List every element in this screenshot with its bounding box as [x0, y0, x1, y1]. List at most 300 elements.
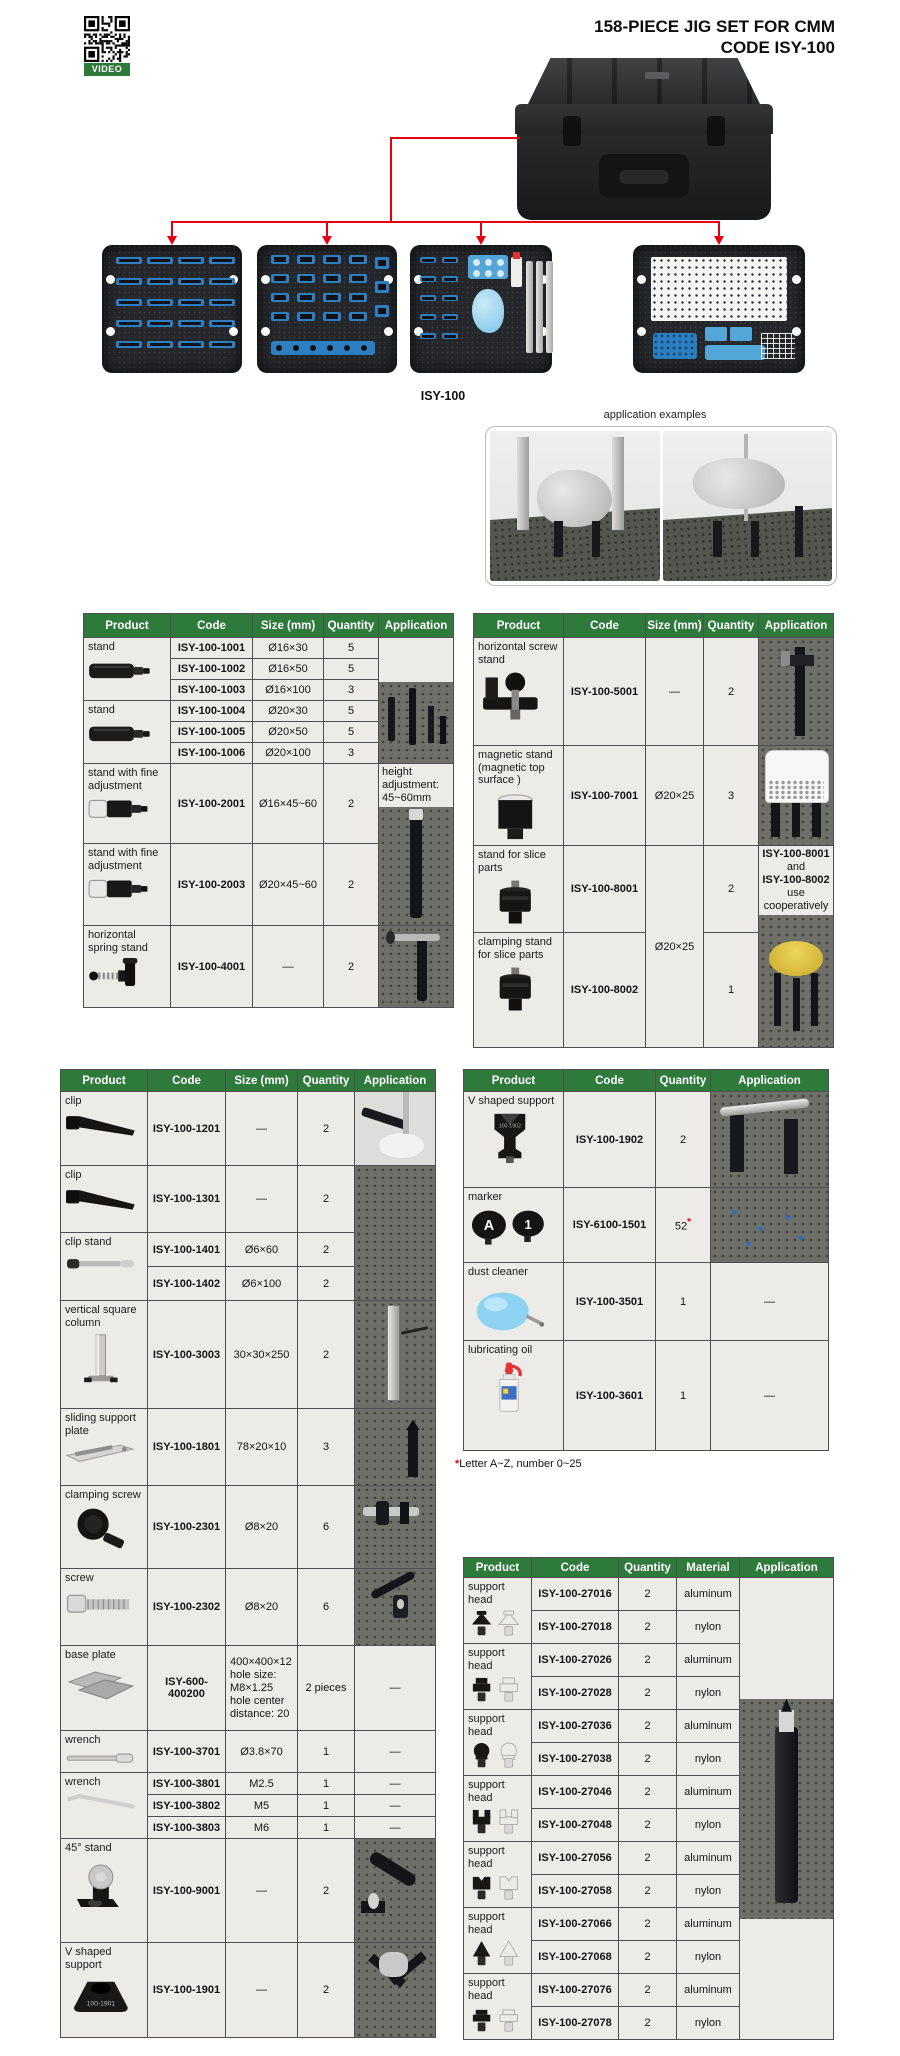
tool [274, 276, 287, 280]
marker-dot [293, 345, 299, 351]
application-note: height adjustment: 45~60mm [379, 764, 453, 807]
photo-shape [811, 973, 818, 1026]
tool [352, 276, 365, 280]
photo-shape [379, 1952, 408, 1976]
application-photo [355, 1486, 435, 1568]
connector-line [390, 137, 392, 223]
column-header-application: Application [740, 1558, 834, 1578]
tool-slot [323, 274, 341, 283]
plain-cell: M6 [226, 1817, 298, 1839]
blower-icon [468, 1283, 559, 1335]
photo-shape [792, 803, 801, 837]
tool-slot [147, 257, 173, 264]
tool-slot [178, 320, 204, 327]
cell-content [355, 1166, 435, 1300]
code-cell: ISY-100-27056 [532, 1842, 619, 1875]
slideplate-icon [65, 1441, 143, 1466]
code-cell: ISY-100-3601 [564, 1341, 656, 1451]
code-cell: ISY-100-4001 [171, 926, 253, 1008]
photo-cell [355, 1943, 436, 2038]
code-cell: ISY-100-1201 [148, 1092, 226, 1166]
plain-cell: 3 [324, 680, 379, 701]
plain-cell: 2 [619, 2007, 677, 2040]
parts-table-mid-left [60, 1069, 435, 2038]
vblock-icon [468, 1112, 559, 1164]
svg-text:100-1901: 100-1901 [86, 2000, 116, 2008]
baseplates-icon [65, 1666, 143, 1702]
ratchet-icon [65, 1253, 143, 1274]
note-line: cooperatively [763, 900, 829, 912]
table-row [84, 926, 454, 1008]
product-name: marker [468, 1191, 503, 1203]
plain-cell: 2 [619, 1842, 677, 1875]
product-cell [464, 1908, 532, 1974]
column-icon [65, 1333, 143, 1385]
product-name: V shaped support [65, 1946, 112, 1971]
product-cell [464, 1776, 532, 1842]
tool [422, 316, 434, 319]
plain-cell: 6 [298, 1569, 355, 1646]
code-cell: ISY-100-27058 [532, 1875, 619, 1908]
tool [422, 278, 434, 281]
product-cell [61, 1301, 148, 1409]
photo-cell [711, 1188, 829, 1263]
product-cell [61, 1233, 148, 1301]
hexkey-icon [65, 1793, 143, 1811]
photo-shape [781, 1699, 792, 1712]
table-row [464, 1188, 829, 1263]
slice-icon [478, 965, 559, 1017]
size-line: distance: 20 [230, 1707, 290, 1720]
column-header-material: Material [677, 1558, 740, 1578]
tool [378, 284, 386, 290]
photo-shape [397, 1599, 404, 1608]
plain-cell: 3 [324, 743, 379, 764]
plain-cell: 1 [704, 933, 759, 1048]
pocket [705, 327, 727, 341]
column-header-size-mm-: Size (mm) [253, 614, 324, 638]
oil-cap-shape [513, 252, 520, 259]
product-name: wrench [65, 1776, 101, 1788]
tool [444, 297, 456, 300]
photo-shape [409, 688, 416, 745]
lines-cell [226, 1646, 298, 1731]
plain-cell: aluminum [677, 1974, 740, 2007]
code-cell: ISY-100-27078 [532, 2007, 619, 2040]
application-photo [759, 746, 833, 845]
product-name: support head [468, 1647, 505, 1672]
code-cell: ISY-100-1004 [171, 701, 253, 722]
plain-cell: 2 [298, 1839, 355, 1943]
tray-hole [637, 275, 646, 284]
plain-cell: aluminum [677, 1908, 740, 1941]
mini-base-plate [651, 257, 787, 321]
code-cell: ISY-100-27046 [532, 1776, 619, 1809]
product-cell [61, 1092, 148, 1166]
code-cell: ISY-100-27076 [532, 1974, 619, 2007]
tray-hole [261, 275, 270, 284]
plain-cell: Ø20×25 [646, 746, 704, 846]
plain-cell: Ø6×60 [226, 1233, 298, 1267]
photo-shape [771, 803, 780, 837]
plain-cell: 2 [298, 1267, 355, 1301]
plain-cell: Ø8×20 [226, 1569, 298, 1646]
stand-shape [751, 521, 759, 557]
plain-cell: aluminum [677, 1644, 740, 1677]
dash-cell: — [355, 1731, 436, 1773]
code-cell: ISY-100-1003 [171, 680, 253, 701]
connector-line [480, 221, 482, 237]
page-title-line2: CODE ISY-100 [720, 38, 835, 57]
connector-line [172, 221, 720, 223]
plain-cell: Ø20×25 [646, 846, 704, 1048]
stand-shape [592, 521, 600, 557]
standfine-icon [88, 876, 166, 901]
photo-shape [376, 1501, 389, 1526]
code-cell: ISY-100-27068 [532, 1941, 619, 1974]
code-cell: ISY-100-3003 [148, 1301, 226, 1409]
table-row [84, 638, 454, 659]
column-header-quantity: Quantity [324, 614, 379, 638]
tool [422, 259, 434, 262]
code-cell: ISY-100-27048 [532, 1809, 619, 1842]
code-cell: ISY-100-1301 [148, 1166, 226, 1233]
tool-slot [147, 320, 173, 327]
magstand-icon [478, 791, 559, 843]
pocket [730, 327, 752, 341]
plain-cell: 30×30×250 [226, 1301, 298, 1409]
plain-cell: Ø20×100 [253, 743, 324, 764]
product-name: stand with fine adjustment [88, 847, 159, 872]
column-header-quantity: Quantity [656, 1070, 711, 1092]
code-cell: ISY-100-27066 [532, 1908, 619, 1941]
workpiece-shape [537, 470, 612, 527]
tool-slot [209, 299, 235, 306]
product-name: dust cleaner [468, 1266, 528, 1278]
photo-shape [392, 934, 439, 941]
application-photo [740, 1699, 833, 1919]
tool [119, 280, 139, 283]
photo-shape [758, 1226, 763, 1231]
tool-slot [375, 281, 389, 293]
workpiece-shape [693, 458, 785, 509]
tool [119, 301, 139, 304]
tool [119, 343, 139, 346]
heads1-icon [468, 1610, 527, 1637]
tool-slot [442, 276, 458, 282]
application-photo [355, 1092, 435, 1165]
tool-slot [209, 341, 235, 348]
foam-tray-4 [633, 245, 805, 373]
tool-slot [116, 278, 142, 285]
product-name: support head [468, 1845, 505, 1870]
application-photo [759, 915, 833, 1047]
photo-shape [406, 1420, 420, 1431]
tool [326, 295, 339, 299]
plain-cell: 2 [619, 1974, 677, 2007]
tool-slot [147, 299, 173, 306]
tool-slot [442, 314, 458, 320]
product-cell [464, 1341, 564, 1451]
plain-cell: 2 [619, 1875, 677, 1908]
plain-cell: 2 [619, 1644, 677, 1677]
application-photo [379, 682, 453, 763]
photo-cell [355, 1486, 436, 1569]
product-name: screw [65, 1572, 94, 1584]
product-cell [61, 1773, 148, 1839]
product-cell [84, 844, 171, 926]
tool-slot [297, 274, 315, 283]
photo-shape [417, 936, 427, 1001]
set-code-label: ISY-100 [420, 389, 466, 403]
standfine-icon [88, 796, 166, 821]
note-line: ISY-100-8002 [762, 874, 830, 886]
product-name: stand [88, 641, 115, 653]
product-name: horizontal screw stand [478, 641, 558, 666]
plain-cell: 2 [298, 1092, 355, 1166]
plain-cell: Ø16×30 [253, 638, 324, 659]
footnote-asterisk: * [455, 1458, 460, 1470]
pocket-grid [653, 333, 697, 359]
photo-shape [368, 1893, 379, 1909]
tool-slot [323, 312, 341, 321]
table-row [464, 1578, 834, 1611]
tool-slot [147, 341, 173, 348]
product-name: clip [65, 1169, 82, 1181]
dash-cell: — [355, 1646, 436, 1731]
tool [150, 343, 170, 346]
marker-dot [310, 345, 316, 351]
plain-cell: Ø20×50 [253, 722, 324, 743]
plain-cell: 2 [619, 1743, 677, 1776]
svg-text:1: 1 [524, 1216, 532, 1232]
tool-slot [349, 293, 367, 302]
tool [274, 314, 287, 318]
plain-cell: 2 [656, 1092, 711, 1188]
cell-content [355, 1943, 435, 2037]
head-hole [473, 259, 480, 266]
product-name: clip stand [65, 1236, 112, 1248]
photo-cell [355, 1409, 436, 1486]
code-cell: ISY-100-2301 [148, 1486, 226, 1569]
plain-cell: 5 [324, 701, 379, 722]
product-name: sliding support plate [65, 1412, 136, 1437]
slice-icon [478, 878, 559, 930]
column-header-product: Product [84, 614, 171, 638]
photo-cell [355, 1166, 436, 1301]
marker-dot [344, 345, 350, 351]
dash-cell: — [711, 1341, 829, 1451]
video-badge: VIDEO [84, 63, 130, 76]
product-cell [464, 1092, 564, 1188]
product-name: V shaped support [468, 1095, 555, 1107]
clampscrew-icon [65, 1506, 143, 1558]
tool-slot [271, 293, 289, 302]
code-cell: ISY-100-3501 [564, 1263, 656, 1341]
plain-cell: M5 [226, 1795, 298, 1817]
product-cell [61, 1569, 148, 1646]
tool [378, 308, 386, 314]
column-header-code: Code [171, 614, 253, 638]
tool [212, 343, 232, 346]
marker-footnote [455, 1458, 582, 1470]
table-row [474, 638, 834, 746]
application-photo [355, 1569, 435, 1645]
connector-line [390, 137, 520, 139]
table-row [464, 1263, 829, 1341]
column-header-code: Code [532, 1558, 619, 1578]
tool [150, 280, 170, 283]
dash-cell: — [355, 1795, 436, 1817]
photo-cell [759, 746, 834, 846]
foam-tray-1 [102, 245, 242, 373]
marker-dot [327, 345, 333, 351]
plain-cell: aluminum [677, 1710, 740, 1743]
table-row [61, 1409, 436, 1486]
product-name: support head [468, 1911, 505, 1936]
dash-cell: — [355, 1773, 436, 1795]
tool [352, 314, 365, 318]
stand45-icon [65, 1859, 143, 1911]
tool [422, 297, 434, 300]
column-shape [612, 437, 624, 530]
tool-slot [116, 299, 142, 306]
tool-slot [297, 255, 315, 264]
product-cell [464, 1188, 564, 1263]
tool-slot [349, 312, 367, 321]
codes-photo-cell [759, 846, 834, 1048]
tool [274, 295, 287, 299]
column-header-quantity: Quantity [619, 1558, 677, 1578]
dash-cell: — [226, 1092, 298, 1166]
tool-slot [271, 255, 289, 264]
tool [274, 257, 287, 261]
stand-shape [554, 521, 562, 557]
note-line: use [787, 887, 805, 899]
plain-cell: nylon [677, 1743, 740, 1776]
table-row [61, 1486, 436, 1569]
dash-cell: — [355, 1817, 436, 1839]
tool [300, 295, 313, 299]
code-cell: ISY-100-27018 [532, 1611, 619, 1644]
application-photo [759, 638, 833, 745]
product-cell [464, 1578, 532, 1644]
code-cell: ISY-100-2302 [148, 1569, 226, 1646]
product-name: base plate [65, 1649, 116, 1661]
plain-cell: 2 [704, 638, 759, 746]
photo-cell [355, 1569, 436, 1646]
plain-cell: 2 [619, 1809, 677, 1842]
code-cell: ISY-100-27026 [532, 1644, 619, 1677]
plain-cell: 78×20×10 [226, 1409, 298, 1486]
photo-cell [759, 638, 834, 746]
plain-cell: 2 [324, 926, 379, 1008]
marker-strip [271, 341, 375, 355]
pocket-long [705, 345, 765, 360]
column-shape [517, 437, 529, 530]
photo-shape [746, 1241, 751, 1246]
plain-cell: nylon [677, 1941, 740, 1974]
tool-slot [178, 278, 204, 285]
plain-cell: 2 [619, 1710, 677, 1743]
tool-slot [420, 295, 436, 301]
tool [352, 257, 365, 261]
heads6-icon [468, 1940, 527, 1967]
parts-table-top-left [83, 613, 453, 1008]
cell-content [355, 1409, 435, 1485]
photo-shape [786, 1215, 791, 1220]
column-slot [526, 261, 533, 353]
photo-shape [401, 1326, 428, 1335]
plain-cell: 2 [619, 1941, 677, 1974]
application-photo [379, 807, 453, 925]
code-cell: ISY-6100-1501 [564, 1188, 656, 1263]
cell-content [740, 1578, 833, 2039]
tool [212, 280, 232, 283]
product-name: support head [468, 1779, 505, 1804]
parts-table [60, 1069, 436, 2038]
product-name: stand [88, 704, 115, 716]
code-cell: ISY-100-5001 [564, 638, 646, 746]
application-photo [711, 1188, 828, 1262]
tool [181, 301, 201, 304]
heads4-icon [468, 1808, 527, 1835]
code-cell: ISY-100-1002 [171, 659, 253, 680]
size-line: hole size: [230, 1668, 277, 1681]
oil-icon [468, 1361, 559, 1413]
photo-shape [408, 1429, 418, 1478]
parts-table-top-right [473, 613, 833, 1048]
markers-icon [468, 1208, 559, 1247]
application-note [759, 846, 833, 915]
arrow-down-icon [322, 236, 332, 245]
application-photo [379, 926, 453, 1007]
column-header-application: Application [355, 1070, 436, 1092]
tray-hole [106, 275, 115, 284]
plain-cell: aluminum [677, 1578, 740, 1611]
photo-shape [403, 1092, 409, 1134]
plain-cell: Ø16×45~60 [253, 764, 324, 844]
tray-hole [792, 275, 801, 284]
table-row [474, 746, 834, 846]
photo-shape [798, 1235, 803, 1240]
code-cell: ISY-100-27036 [532, 1710, 619, 1743]
code-cell: ISY-100-1005 [171, 722, 253, 743]
clip-icon [65, 1186, 143, 1213]
tray-hole [637, 327, 646, 336]
product-name: lubricating oil [468, 1344, 533, 1356]
tool [212, 322, 232, 325]
svg-text:100-1902: 100-1902 [498, 1122, 522, 1129]
plain-cell: Ø8×20 [226, 1486, 298, 1569]
table-row [61, 1569, 436, 1646]
tool-slot [420, 276, 436, 282]
plain-cell: 3 [704, 746, 759, 846]
code-cell: ISY-100-2001 [171, 764, 253, 844]
photo-shape [720, 1099, 809, 1117]
clip-icon [65, 1112, 143, 1139]
table-row [464, 1341, 829, 1451]
code-cell: ISY-100-8001 [564, 846, 646, 933]
tool-slot [147, 278, 173, 285]
screwstand-icon [478, 670, 559, 722]
dash-cell: — [226, 1943, 298, 2038]
code-cell: ISY-100-3701 [148, 1731, 226, 1773]
code-cell: ISY-600-400200 [148, 1646, 226, 1731]
product-cell [464, 1842, 532, 1908]
cell-content [759, 638, 833, 745]
parts-table [463, 1557, 834, 2040]
